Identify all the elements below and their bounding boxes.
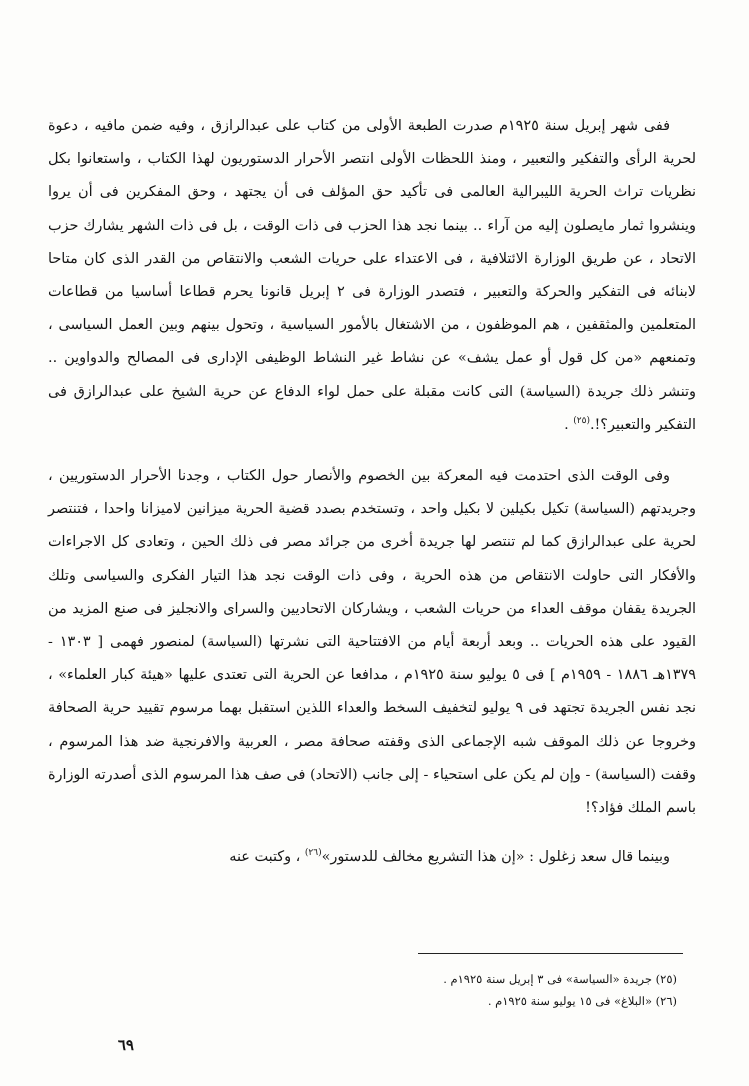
footnotes xyxy=(117,968,677,1012)
trailing-period: . xyxy=(564,416,569,433)
footnote-25: (٢٥) جريدة «السياسة» فى ٣ إبريل سنة ١٩٢٥م . xyxy=(443,972,677,986)
footnote-divider xyxy=(418,953,683,954)
main-text xyxy=(48,110,696,874)
footnote-26: (٢٦) «البلاغ» فى ١٥ يوليو سنة ١٩٢٥م . xyxy=(487,994,677,1008)
paragraph-1 xyxy=(48,110,696,442)
note-ref-25: (٢٥) xyxy=(573,416,590,427)
paragraph-2: وفى الوقت الذى احتدمت فيه المعركة بين الخصوم والأنصار حول الكتاب ، وجدنا الأحرار الدستوريين ، وجريدتهم (السياسة) تكيل بكيلين لا بكيل واحد ، وتستخدم بصدد قضية الحرية ميزانين لاميزانا واحدا ، فتنتصر لحرية على عبدالرازق كما لم تنتصر لها جريدة أخرى من جرائد مصر فى ذلك الحين ، وتعادى كل الاجراءات والأفكار التى حاولت الانتقاص من هذه الحرية ، وفى ذات الوقت نجد هذا التيار الفكرى والسياسى وتلك الجريدة يقفان موقف العداء من حريات الشعب ، ويشاركان الاتحاديين والسراى والانجليز فى صنع المزيد من القيود على هذه الحريات .. وبعد أربعة أيام من الافتتاحية التى نشرتها (السياسة) لمنصور فهمى [ ١٣٠٣ - ١٣٧٩هـ ١٨٨٦ - ١٩٥٩م ] فى ٥ يوليو سنة ١٩٢٥م ، مدافعا عن الحرية التى تعتدى عليها «هيئة كبار العلماء» ، نجد نفس الجريدة تجتهد فى ٩ يوليو لتخفيف السخط والعداء اللذين استقبل بهما مرسوم تقييد حرية الصحافة وخروجا عن ذلك الموقف شبه الإجماعى الذى وقفته صحافة مصر ، العربية والافرنجية ضد هذا المرسوم ، وقفت (السياسة) - وإن لم يكن على استحياء - إلى جانب (الاتحاد) فى صف هذا المرسوم الذى أصدرته الوزارة باسم الملك فؤاد؟! xyxy=(48,468,697,817)
paragraph-3-text-a: وبينما قال سعد زغلول : «إن هذا التشريع مخالف للدستور» xyxy=(321,849,670,866)
paragraph-3 xyxy=(48,841,696,874)
paragraph-1-text: ففى شهر إبريل سنة ١٩٢٥م صدرت الطبعة الأولى من كتاب على عبدالرازق ، وفيه ضمن مافيه ، دعوة لحرية الرأى والتفكير والتعبير ، ومنذ اللحظات الأولى انتصر الأحرار الدستوريون لهذا الكتاب ، واستعانوا بكل نظريات تراث الحرية الليبرالية العالمى فى تأكيد حق المؤلف فى أن يجتهد ، وحق المفكرين فى أن يروا وينشروا ثمار مايصلون إليه من آراء .. بينما نجد هذا الحزب فى ذات الوقت ، بل فى ذات الشهر يشارك حزب الاتحاد ، عن طريق الوزارة الائتلافية ، فى الاعتداء على حريات الشعب والانتقاص من القدر الذى كان متاحا لابنائه فى التفكير والحركة والتعبير ، فتصدر الوزارة فى ٢ إبريل قانونا يحرم قطاعا أساسيا من قطاعات المتعلمين والمثقفين ، هم الموظفون ، من الاشتغال بالأمور السياسية ، وتحول بينهم وبين العمل السياسى ، وتمنعهم «من كل قول أو عمل يشف» عن نشاط غير النشاط الوظيفى الإدارى فى المصالح والدواوين .. وتنشر ذلك جريدة (السياسة) التى كانت مقبلة على حمل لواء الدفاع عن حرية الشيخ على عبدالرازق فى التفكير والتعبير؟!. xyxy=(48,118,696,433)
page-number: ٦٩ xyxy=(117,1036,134,1054)
note-ref-26: (٢٦) xyxy=(304,848,322,859)
paragraph-3-text-b: ، وكتبت عنه xyxy=(229,849,305,866)
